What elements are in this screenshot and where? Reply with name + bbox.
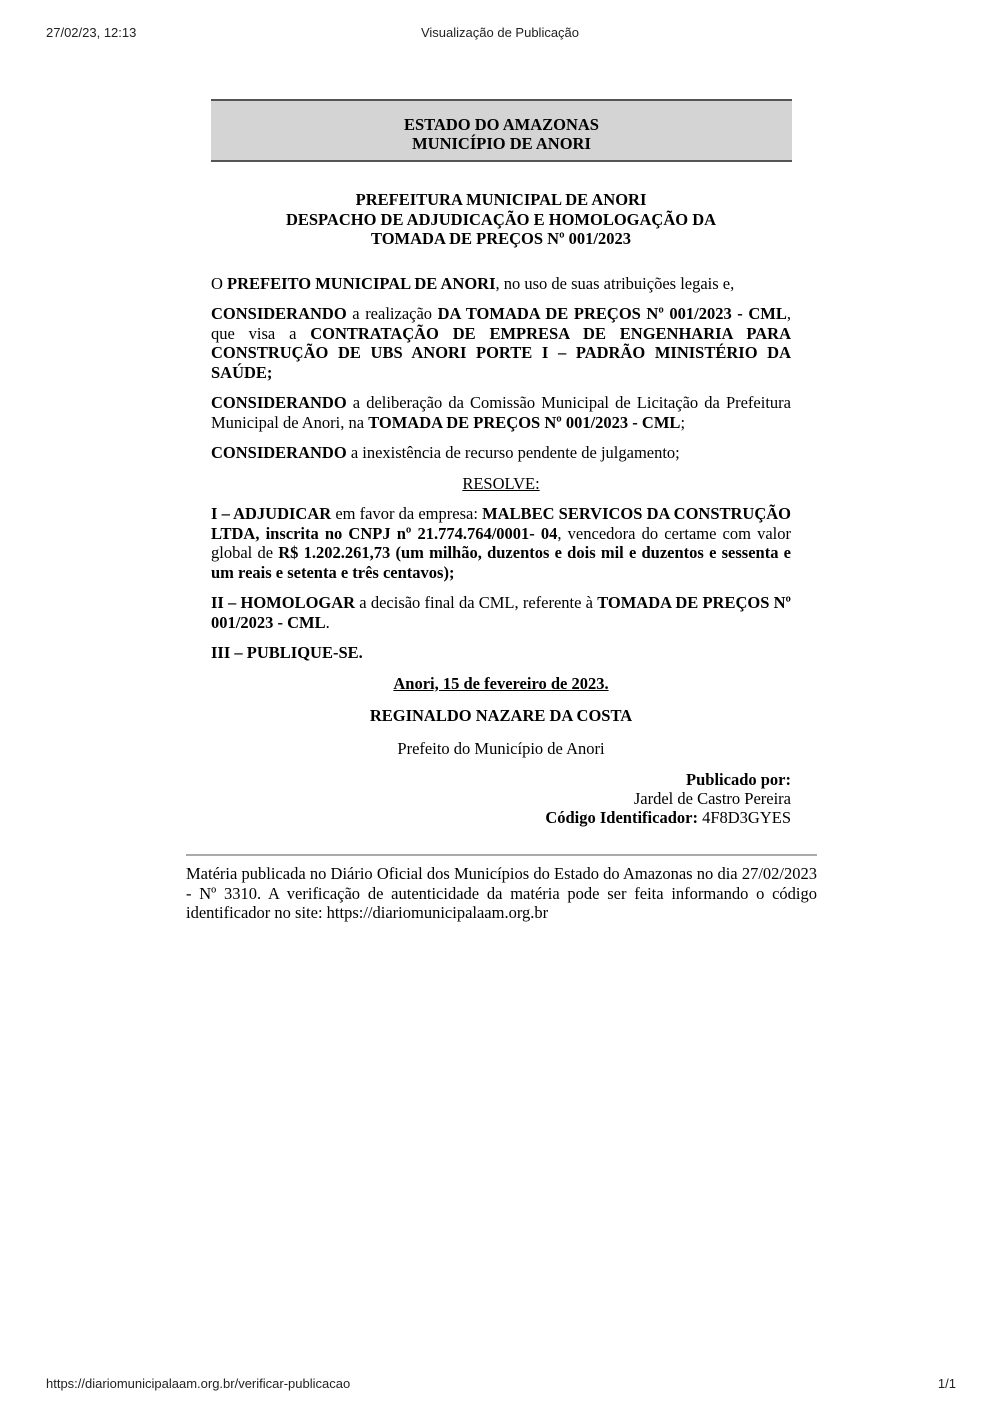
print-page-number: 1/1 [937, 1376, 956, 1391]
item2-a: II – HOMOLOGAR [211, 593, 356, 612]
publication-info [211, 770, 791, 827]
consid3-b: a inexistência de recurso pendente de julgamento; [346, 443, 680, 462]
item1-b: em favor da empresa: [331, 504, 483, 523]
banner-state: ESTADO DO AMAZONAS [404, 115, 599, 134]
item1-d: , vencedora do certame com valor global de [211, 523, 791, 562]
code-label: Código Identificador: [545, 808, 698, 827]
item2-d: . [325, 612, 330, 632]
item-adjudicate [211, 504, 791, 582]
consid1-d: , que visa a [211, 304, 791, 343]
consid2-c: TOMADA DE PREÇOS Nº 001/2023 - CML [368, 412, 681, 432]
consid2-a: CONSIDERANDO [211, 393, 347, 412]
item1-c: MALBEC SERVICOS DA CONSTRUÇÃO LTDA, inscrita no CNPJ nº 21.774.764/0001- 04 [211, 504, 792, 543]
item1-e: R$ 1.202.261,73 (um milhão, duzentos e dois mil e duzentos e sessenta e um reais e setenta e três centavos); [211, 543, 791, 582]
document-title [211, 190, 791, 249]
consid2-d: ; [680, 412, 686, 432]
considering-paragraph-2 [211, 393, 791, 432]
item2-c: TOMADA DE PREÇOS Nº 001/2023 - CML [211, 593, 791, 632]
title-line-2: DESPACHO DE ADJUDICAÇÃO E HOMOLOGAÇÃO DA [285, 209, 717, 229]
consid1-c: DA TOMADA DE PREÇOS Nº 001/2023 - CML [437, 304, 787, 323]
item-homologate [211, 593, 791, 632]
considering-paragraph-3 [211, 443, 791, 463]
intro-text-b: PREFEITO MUNICIPAL DE ANORI [227, 273, 496, 293]
print-page-title: Visualização de Publicação [420, 25, 580, 40]
consid1-b: a realização [346, 304, 438, 323]
item1-a: I – ADJUDICAR [211, 504, 332, 523]
state-banner [211, 99, 792, 162]
signer-name: REGINALDO NAZARE DA COSTA [369, 706, 633, 725]
date-line: Anori, 15 de fevereiro de 2023. [393, 673, 609, 693]
considering-paragraph-1 [211, 304, 791, 382]
published-by-label: Publicado por: [686, 770, 791, 789]
footer-note: Matéria publicada no Diário Oficial dos Municípios do Estado do Amazonas no dia 27/02/2023 - Nº 3310. A verificação de autenticidade da matéria pode ser feita informando o código identificador no site: https://diariomunicipalaam.org.br [186, 864, 817, 922]
print-footer [0, 1376, 1000, 1392]
item2-b: a decisão final da CML, referente à [355, 593, 598, 612]
footer-divider [186, 854, 817, 856]
title-line-1: PREFEITURA MUNICIPAL DE ANORI [355, 190, 647, 209]
code-value: 4F8D3GYES [702, 808, 791, 827]
consid1-e: CONTRATAÇÃO DE EMPRESA DE ENGENHARIA PARA CONSTRUÇÃO DE UBS ANORI PORTE I – PADRÃO MINISTÉRIO DA SAÚDE; [211, 323, 791, 382]
document-body [211, 190, 791, 827]
item-publish: III – PUBLIQUE-SE. [211, 643, 363, 662]
title-line-3: TOMADA DE PREÇOS Nº 001/2023 [371, 229, 631, 248]
published-by-name: Jardel de Castro Pereira [633, 789, 791, 808]
intro-paragraph [211, 274, 791, 294]
intro-text-a: O [211, 273, 228, 293]
print-datetime: 27/02/23, 12:13 [46, 25, 137, 40]
consid1-a: CONSIDERANDO [211, 304, 347, 323]
print-header [0, 25, 1000, 41]
intro-text-c: , no uso de suas atribuições legais e, [495, 273, 735, 293]
consid3-a: CONSIDERANDO [211, 443, 347, 462]
resolve-heading: RESOLVE: [462, 473, 540, 493]
print-url[interactable]: https://diariomunicipalaam.org.br/verificar-publicacao [46, 1376, 351, 1391]
signer-role: Prefeito do Município de Anori [397, 738, 605, 758]
consid2-b: a deliberação da Comissão Municipal de Licitação da Prefeitura Municipal de Anori, na [211, 393, 791, 432]
banner-municipality: MUNICÍPIO DE ANORI [412, 134, 591, 153]
